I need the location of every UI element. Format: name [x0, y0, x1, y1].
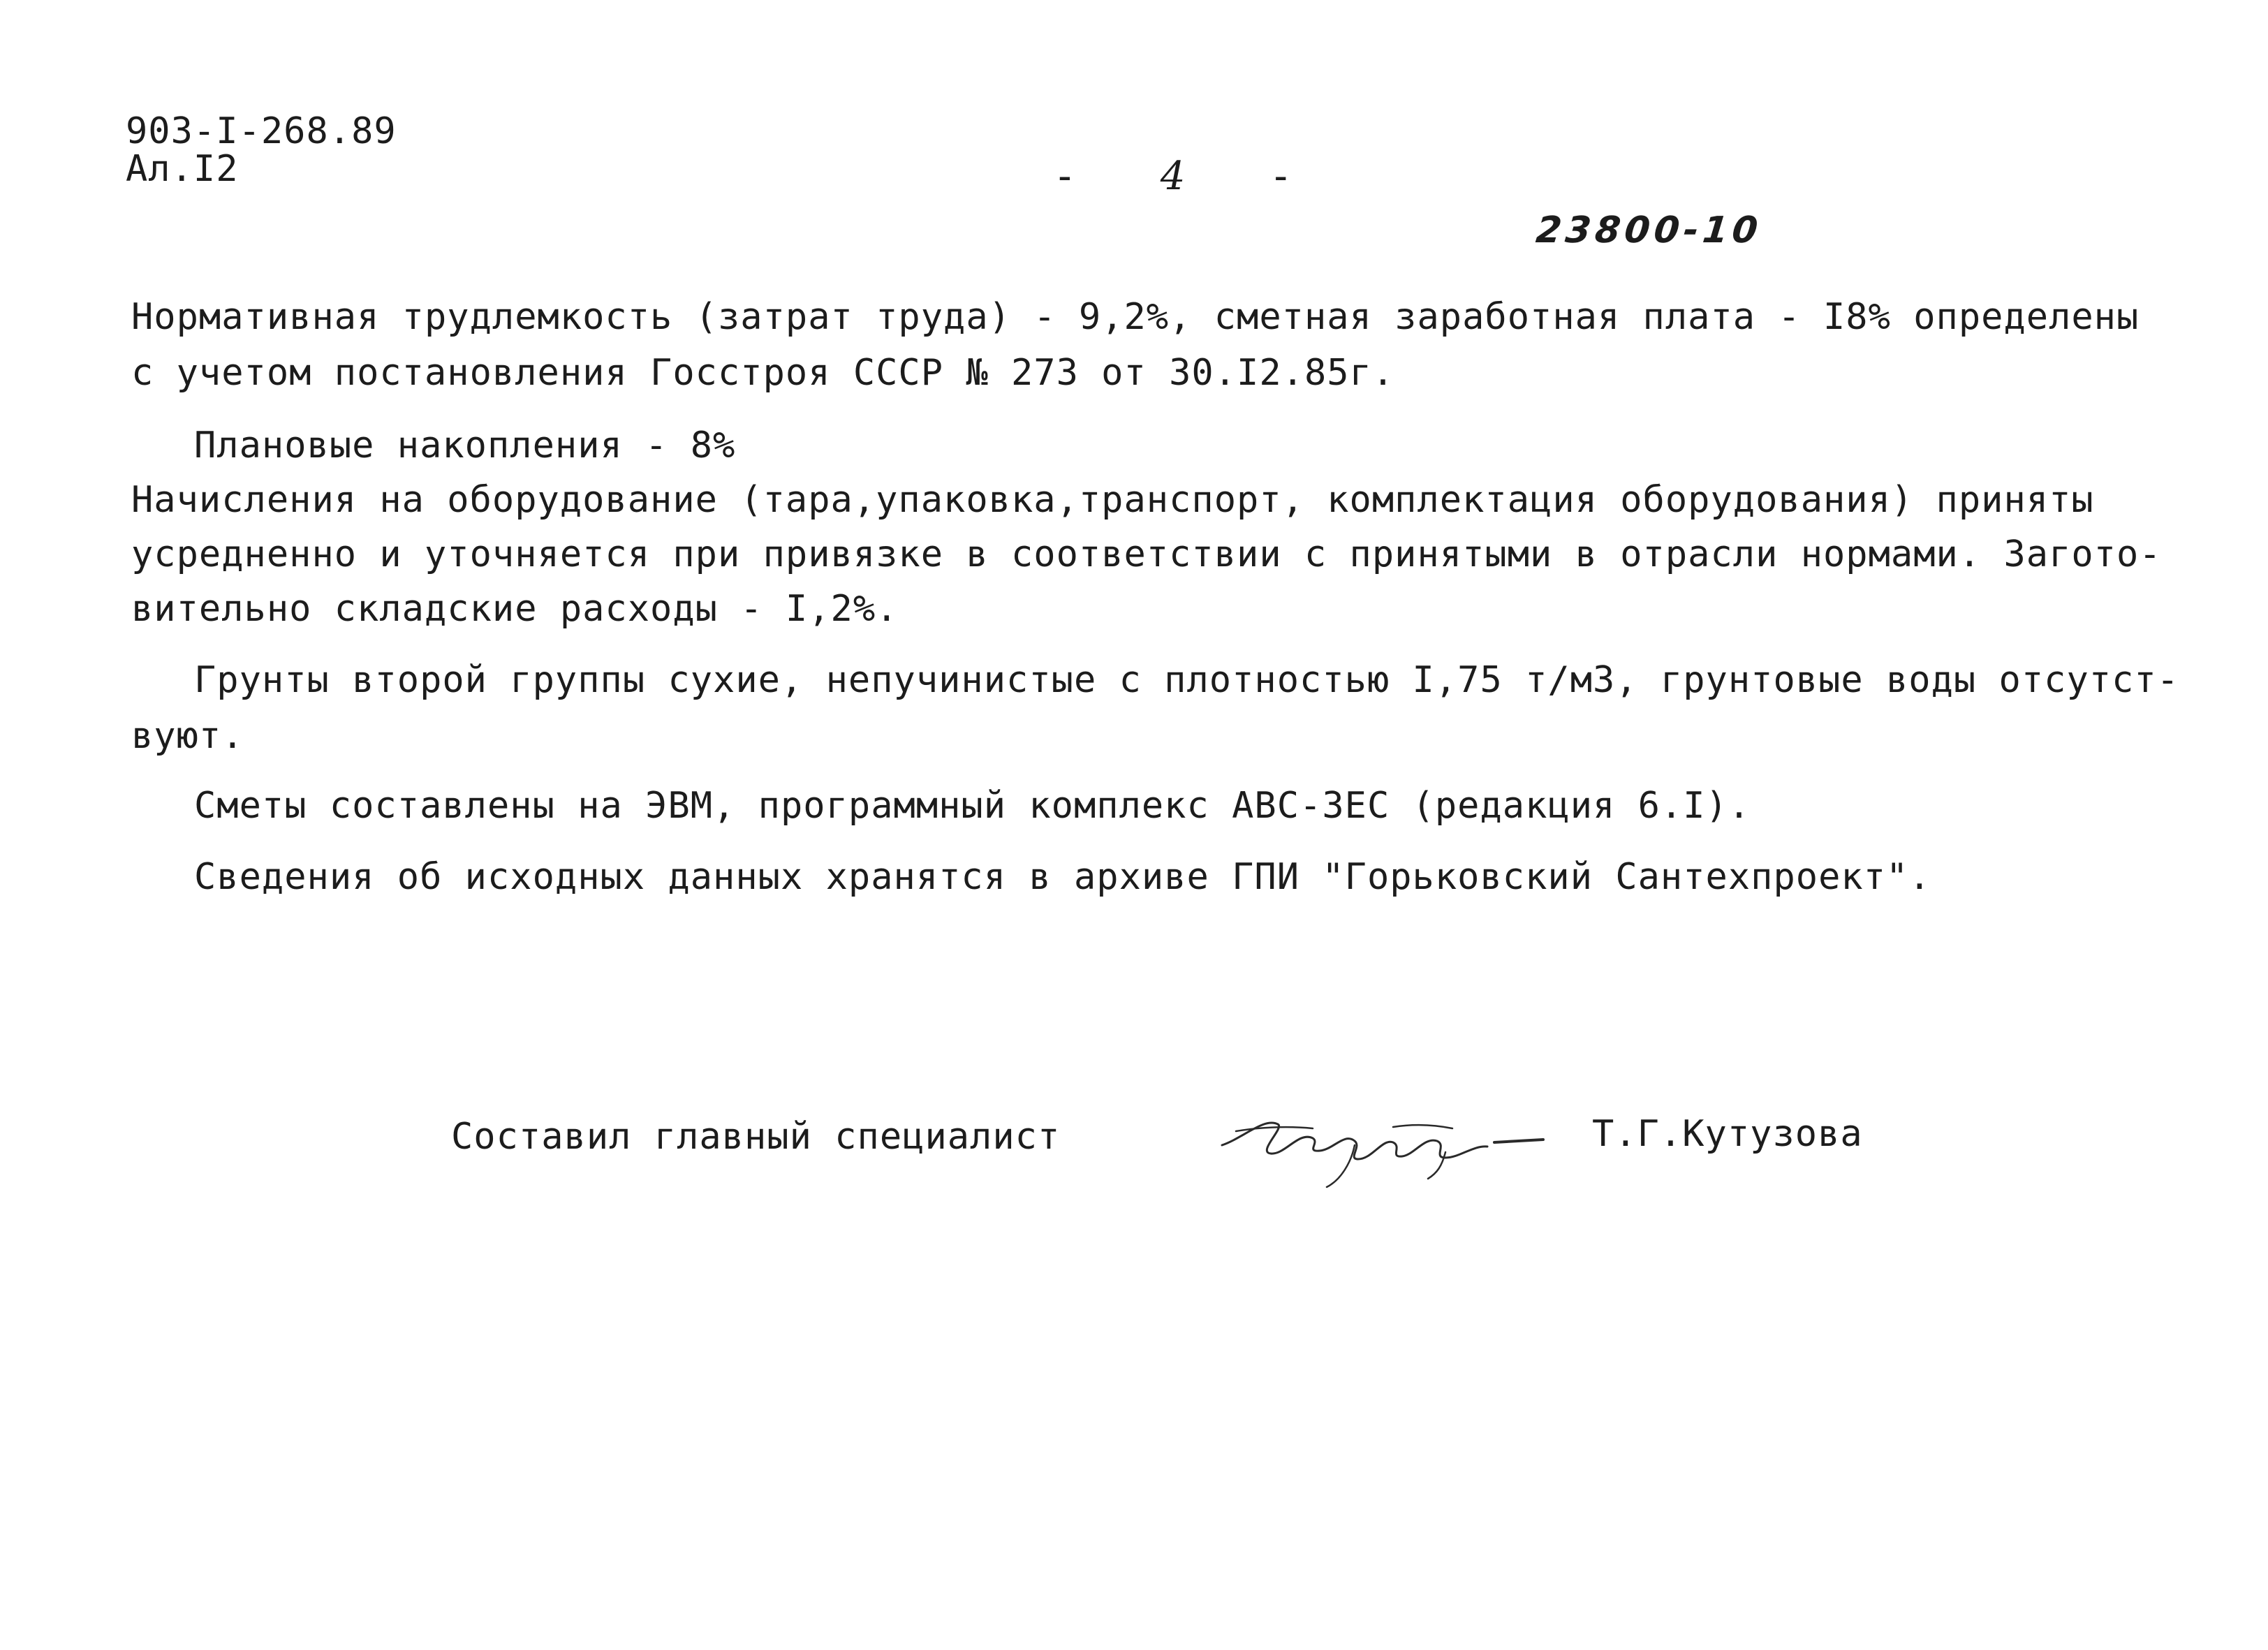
text-line: Нормативная трудлемкость (затрат труда) - 9,2%, сметная заработная плата - I8% определены	[131, 296, 2140, 338]
text-line: Начисления на оборудование (тара,упаковка,транспорт, комплектация оборудования) приняты	[131, 479, 2094, 521]
archive-stamp: 23800-10	[1533, 209, 1765, 251]
text-line: Плановые накопления - 8%	[194, 425, 736, 466]
page-number-dash-right: -	[1269, 154, 1293, 199]
signer-title: Составил главный специалист	[451, 1116, 1061, 1158]
page-number	[1053, 154, 1293, 199]
text-line: вительно складские расходы - I,2%.	[131, 588, 899, 630]
text-line: Грунты второй группы сухие, непучинистые с плотностью I,75 т/м3, грунтовые воды отсутст-	[194, 659, 2179, 701]
text-line: вуют.	[131, 715, 244, 757]
page-number-value: 4	[1160, 154, 1186, 199]
text-line: усредненно и уточняется при привязке в соответствии с принятыми в отрасли нормами. Загото-	[131, 533, 2162, 575]
handwritten-signature	[1215, 1096, 1578, 1194]
signer-name: Т.Г.Кутузова	[1592, 1113, 1863, 1155]
document-code: 903-I-268.89	[126, 110, 397, 152]
text-line: Сметы составлены на ЭВМ, программный комплекс АВС-ЗЕС (редакция 6.I).	[194, 785, 1751, 827]
text-line: с учетом постановления Госстроя СССР № 273 от 30.I2.85г.	[131, 352, 1395, 394]
text-line: Сведения об исходных данных хранятся в архиве ГПИ "Горьковский Сантехпроект".	[194, 856, 1931, 898]
sheet-number: Ал.I2	[126, 148, 239, 190]
page-number-dash-left: -	[1053, 154, 1077, 199]
